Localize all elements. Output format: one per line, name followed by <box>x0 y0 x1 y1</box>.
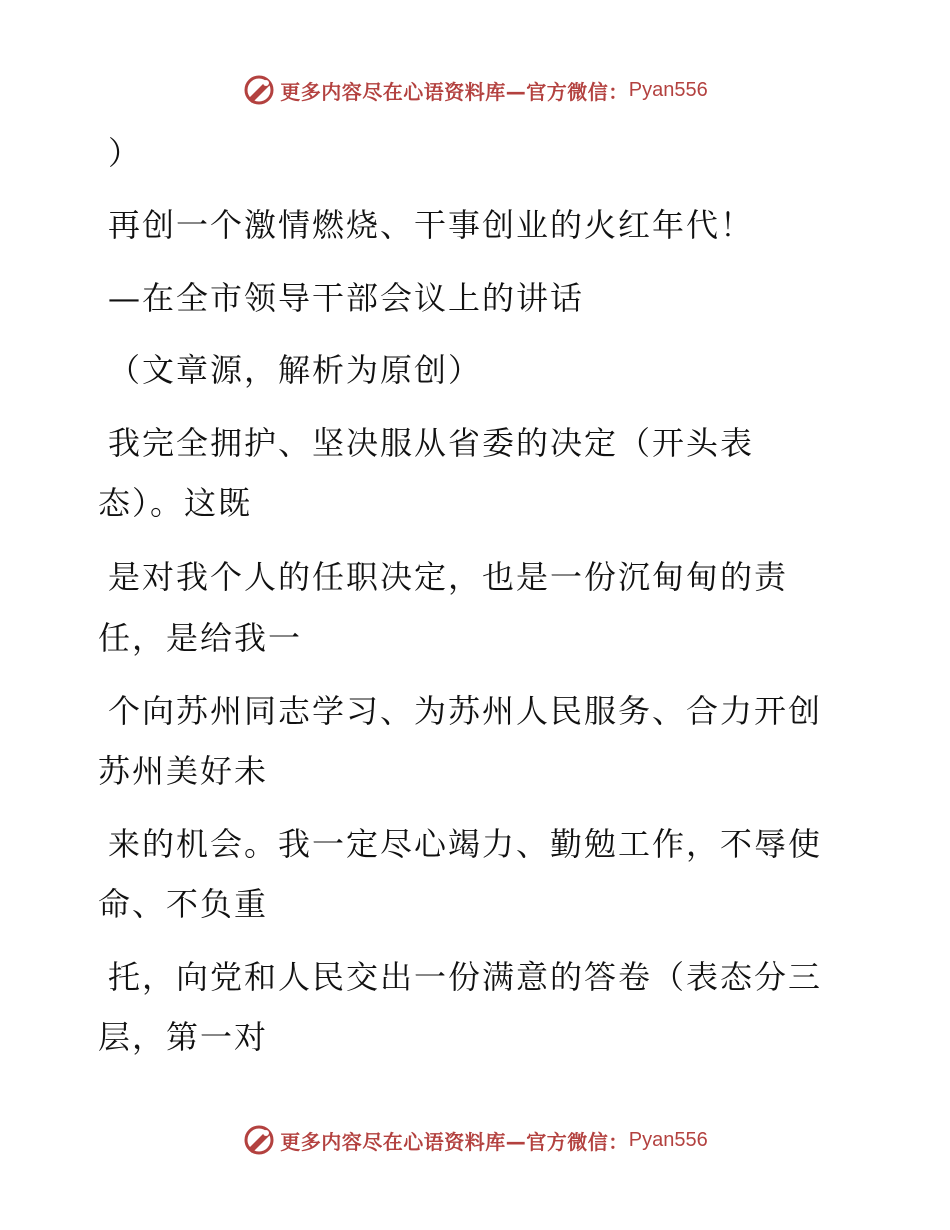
body-line: 层，第一对 <box>98 1018 269 1056</box>
body-line: 任，是给我一 <box>98 619 303 657</box>
source-note: （文章源，解析为原创） <box>108 351 483 389</box>
body-line: 我完全拥护、坚决服从省委的决定（开头表 <box>108 424 755 462</box>
document-subtitle: —在全市领导干部会议上的讲话 <box>108 279 585 317</box>
footer-banner-text: 更多内容尽在心语资料库—官方微信： <box>280 1129 629 1154</box>
footer-banner-id: Pyan556 <box>628 1128 708 1151</box>
document-title: 再创一个激情燃烧、干事创业的火红年代！ <box>108 206 755 244</box>
pen-logo-icon <box>242 73 276 107</box>
body-line: 命、不负重 <box>98 885 269 923</box>
body-line: 态）。这既 <box>98 484 253 522</box>
header-banner-id: Pyan556 <box>628 78 708 101</box>
body-line: ） <box>108 134 143 172</box>
footer-banner <box>0 1120 950 1160</box>
body-line: 是对我个人的任职决定，也是一份沉甸甸的责 <box>108 558 789 596</box>
body-line: 托，向党和人民交出一份满意的答卷（表态分三 <box>108 958 823 996</box>
body-line: 苏州美好未 <box>98 752 269 790</box>
body-line: 来的机会。我一定尽心竭力、勤勉工作，不辱使 <box>108 825 823 863</box>
body-line: 个向苏州同志学习、为苏州人民服务、合力开创 <box>108 692 823 730</box>
pen-logo-icon <box>242 1123 276 1157</box>
header-banner-text: 更多内容尽在心语资料库—官方微信： <box>280 79 629 104</box>
header-banner <box>0 70 950 110</box>
